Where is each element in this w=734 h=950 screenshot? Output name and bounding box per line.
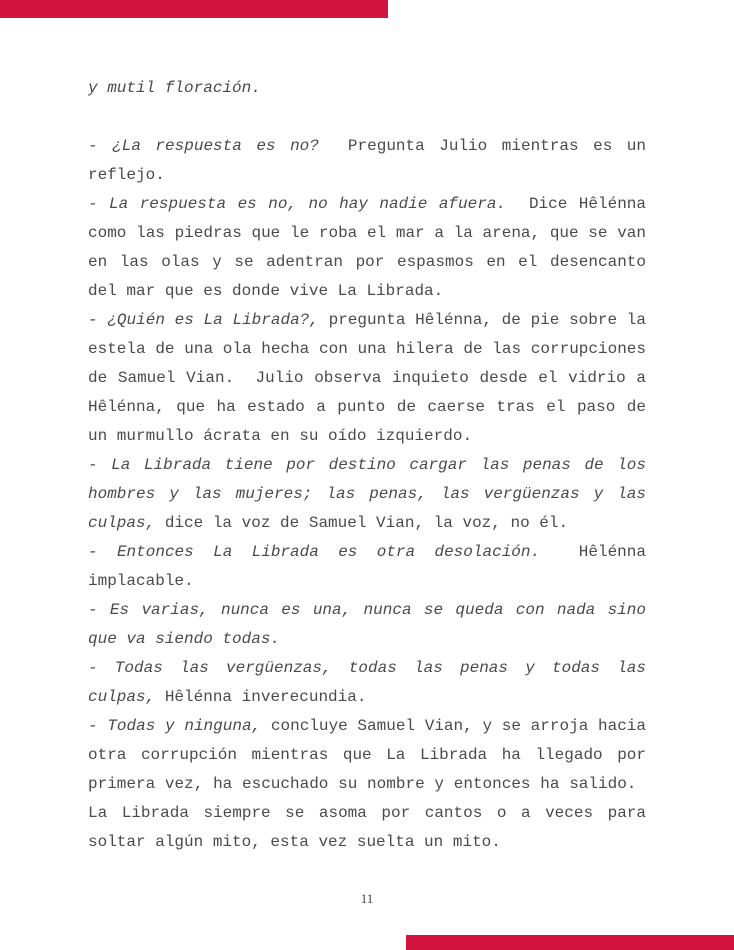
text-segment: Pregunta Julio mientras es un reflejo. <box>88 137 647 184</box>
paragraph <box>88 74 646 103</box>
page-number: 11 <box>360 891 374 906</box>
text-segment: Hêlénna inverecundia. <box>155 688 367 706</box>
text-segment: - La respuesta es no, no hay nadie afuera. <box>88 195 507 213</box>
paragraph <box>88 654 646 712</box>
text-segment: - Todas las vergüenzas, todas las penas y todas las culpas, <box>88 659 646 706</box>
body-text <box>88 74 646 857</box>
text-segment: y mutil floración. <box>88 79 261 97</box>
text-segment: - La Librada tiene por destino cargar las penas de los hombres y las mujeres; las penas, las vergüenzas y las culpas, <box>88 456 646 532</box>
top-red-bar <box>0 0 388 18</box>
paragraph <box>88 190 646 306</box>
text-segment: Dice Hêlénna como las piedras que le roba el mar a la arena, que se van en las olas y se adentran por espasmos en el desencanto del mar que es donde vive La Librada. <box>88 195 647 300</box>
paragraph <box>88 596 646 654</box>
paragraph <box>88 538 646 596</box>
text-segment: - Es varias, nunca es una, nunca se queda con nada sino que va siendo todas. <box>88 601 646 648</box>
text-segment: Hêlénna implacable. <box>88 543 646 590</box>
text-segment: - Entonces La Librada es otra desolación. <box>88 543 541 561</box>
paragraph <box>88 712 646 857</box>
text-segment: - ¿La respuesta es no? <box>88 137 319 155</box>
text-segment: concluye Samuel Vian, y se arroja hacia otra corrupción mientras que La Librada ha llegado por primera vez, ha escuchado su nombre y entonces ha salido. La Librada siempre se asoma por cantos o a veces para soltar algún mito, esta vez suelta un mito. <box>88 717 647 851</box>
text-segment: pregunta Hêlénna, de pie sobre la estela de una ola hecha con una hilera de las corrupciones de Samuel Vian. Julio observa inquieto desde el vidrio a Hêlénna, que ha estado a punto de caerse tras el paso de un murmullo ácrata en su oído izquierdo. <box>88 311 647 445</box>
text-segment: dice la voz de Samuel Vian, la voz, no él. <box>155 514 569 532</box>
bottom-red-bar <box>406 935 734 950</box>
text-segment: - ¿Quién es La Librada?, <box>88 311 319 329</box>
paragraph <box>88 132 646 190</box>
text-segment: - Todas y ninguna, <box>88 717 262 735</box>
paragraph <box>88 306 646 451</box>
paragraph <box>88 451 646 538</box>
